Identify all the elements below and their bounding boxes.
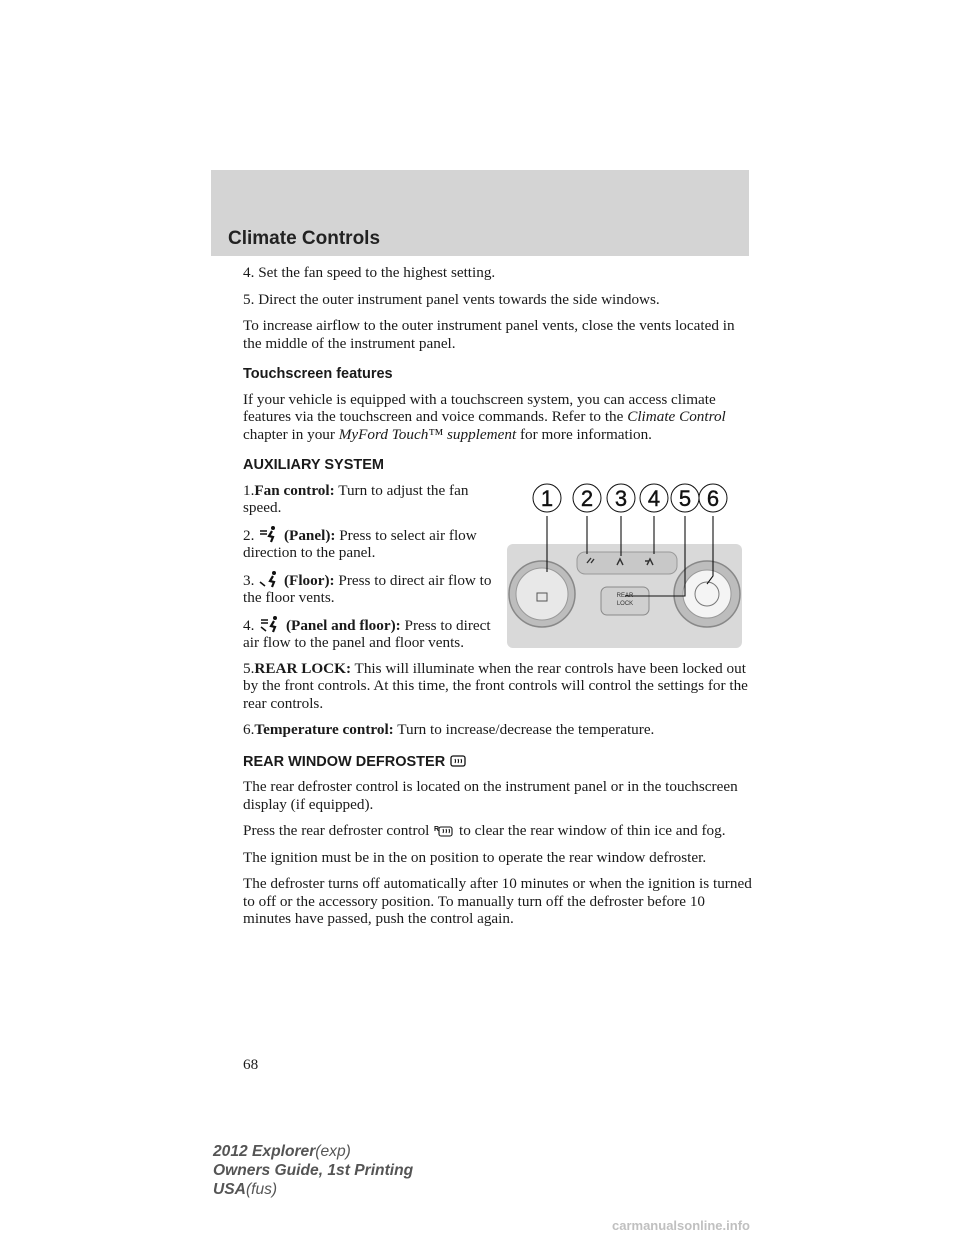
footer-line-3: USA(fus) — [213, 1181, 278, 1198]
auxiliary-list — [243, 482, 495, 652]
panel-floor-airflow-icon — [258, 615, 282, 633]
touchscreen-heading: Touchscreen features — [243, 366, 393, 382]
footer-line-2: Owners Guide, 1st Printing — [213, 1162, 414, 1179]
defroster-paragraph-2: Press the rear defroster control R to clear the rear window of thin ice and fog. — [243, 822, 726, 839]
aux-item-panel-and-floor: 4. (Panel and floor): Press to direct air flow to the panel and floor vents. — [243, 616, 491, 651]
auxiliary-control-panel-figure — [507, 476, 742, 648]
step-4: 4. Set the fan speed to the highest setting. — [243, 264, 496, 281]
chapter-header-band — [211, 170, 749, 256]
defroster-paragraph-4: The defroster turns off automatically after 10 minutes or when the ignition is turned to off or the accessory position. To manually turn off the defroster before 10 minutes have passed, push the control again. — [243, 875, 752, 927]
rear-defroster-control-icon — [433, 824, 455, 838]
callout-5: 5 — [678, 485, 692, 511]
page-content — [243, 264, 753, 937]
aux-item-rear-lock: 5.REAR LOCK: This will illuminate when the rear controls have been locked out by the front controls. At this time, the front controls will control the settings for the rear controls. — [243, 659, 748, 712]
watermark: carmanualsonline.info — [612, 1218, 750, 1233]
callout-3: 3 — [614, 485, 628, 511]
callout-4: 4 — [647, 485, 661, 511]
aux-item-fan-control: 1.Fan control: Turn to adjust the fan speed. — [243, 481, 469, 516]
callout-1: 1 — [540, 485, 554, 511]
step-5: 5. Direct the outer instrument panel vents towards the side windows. — [243, 290, 660, 308]
aux-item-panel: 2. (Panel): Press to select air flow direction to the panel. — [243, 526, 477, 561]
rear-defroster-icon — [449, 753, 467, 769]
print-footer — [213, 1142, 413, 1199]
auxiliary-section — [243, 482, 753, 652]
callout-2: 2 — [580, 485, 594, 511]
mode-button-strip — [577, 552, 677, 574]
touchscreen-paragraph: If your vehicle is equipped with a touchscreen system, you can access climate features via the touchscreen and voice commands. Refer to the Climate Control chapter in your MyFord Touch™ supplement for more information. — [243, 390, 726, 443]
floor-airflow-icon — [258, 570, 280, 588]
page-number: 68 — [243, 1056, 259, 1073]
aux-item-floor: 3. (Floor): Press to direct air flow to the floor vents. — [243, 571, 492, 606]
defroster-paragraph-3: The ignition must be in the on position to operate the rear window defroster. — [243, 848, 707, 866]
footer-line-1: 2012 Explorer(exp) — [213, 1143, 351, 1160]
chapter-title: Climate Controls — [228, 228, 381, 249]
aux-item-temperature: 6.Temperature control: Turn to increase/decrease the temperature. — [243, 721, 655, 738]
defroster-heading: REAR WINDOW DEFROSTER — [243, 753, 753, 772]
callout-6: 6 — [706, 485, 720, 511]
rear-lock-label-2: LOCK — [616, 600, 634, 607]
temperature-knob — [683, 570, 731, 618]
outer-vents-paragraph: To increase airflow to the outer instrument panel vents, close the vents located in the middle of the instrument panel. — [243, 317, 735, 352]
panel-airflow-icon — [258, 525, 280, 543]
defroster-paragraph-1: The rear defroster control is located on the instrument panel or in the touchscreen display (if equipped). — [243, 778, 738, 813]
rear-lock-label-1: REAR — [616, 592, 634, 599]
auxiliary-heading: AUXILIARY SYSTEM — [243, 457, 384, 473]
svg-text:R: R — [434, 826, 440, 833]
fan-control-knob — [516, 568, 568, 620]
